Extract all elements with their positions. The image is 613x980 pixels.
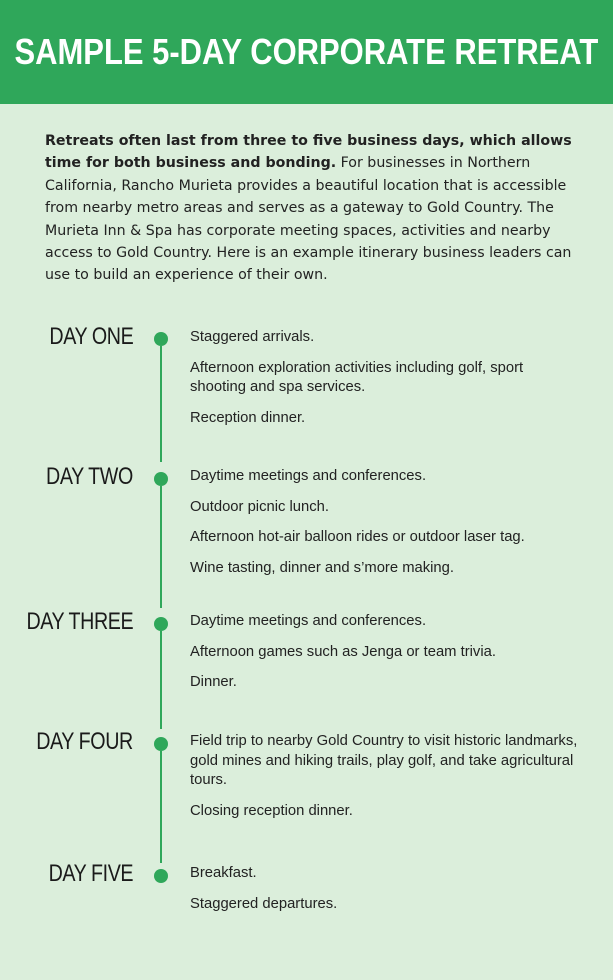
day-one-items [190, 328, 580, 439]
intro-paragraph [45, 130, 585, 287]
intro-body: For businesses in Northern California, Rancho Murieta provides a beautiful location that is accessible from nearby metro areas and serves as a gateway to Gold Country. The Murieta Inn & Spa has corporate meeting spaces, activities and nearby access to Gold Country. Here is an example itinerary business leaders can use to build an experience of their own. [45, 155, 572, 284]
header-banner [0, 0, 613, 104]
timeline-dot-day-five [154, 869, 168, 883]
list-item: Afternoon games such as Jenga or team trivia. [190, 643, 496, 660]
timeline-line-segment [160, 346, 162, 462]
day-label-five: DAY FIVE [48, 860, 133, 887]
day-label-four: DAY FOUR [36, 728, 133, 755]
timeline-dot-day-three [154, 617, 168, 631]
day-three-items [190, 612, 580, 704]
timeline-dot-day-two [154, 472, 168, 486]
timeline-line-segment [160, 631, 162, 729]
day-four-items [190, 732, 580, 832]
day-label-one: DAY ONE [49, 323, 133, 350]
list-item: Wine tasting, dinner and s’more making. [190, 559, 455, 576]
list-item: Afternoon hot-air balloon rides or outdoor laser tag. [190, 529, 525, 545]
timeline-dot-day-four [154, 737, 168, 751]
page-title: SAMPLE 5-DAY CORPORATE RETREAT [14, 31, 599, 72]
list-item: Closing reception dinner. [190, 802, 353, 819]
timeline-dot-day-one [154, 332, 168, 346]
list-item: Staggered arrivals. [190, 329, 315, 345]
list-item: Afternoon exploration activities including golf, sport shooting and spa services. [190, 359, 524, 395]
day-two-items [190, 467, 580, 589]
timeline-line-segment [160, 751, 162, 863]
day-label-three: DAY THREE [26, 608, 133, 635]
list-item: Daytime meetings and conferences. [190, 468, 427, 484]
timeline-line-segment [160, 486, 162, 608]
list-item: Dinner. [190, 674, 237, 690]
list-item: Daytime meetings and conferences. [190, 613, 427, 629]
day-five-items [190, 864, 580, 925]
list-item: Staggered departures. [190, 895, 338, 912]
list-item: Field trip to nearby Gold Country to visit historic landmarks, gold mines and hiking trails, play golf, and take agricultural tours. [190, 733, 578, 788]
list-item: Breakfast. [190, 865, 257, 881]
list-item: Reception dinner. [190, 409, 306, 426]
day-label-two: DAY TWO [46, 463, 133, 490]
intro-lead: Retreats often last from three to five business days, which allows time for both business and bonding. [45, 133, 572, 172]
list-item: Outdoor picnic lunch. [190, 498, 330, 515]
